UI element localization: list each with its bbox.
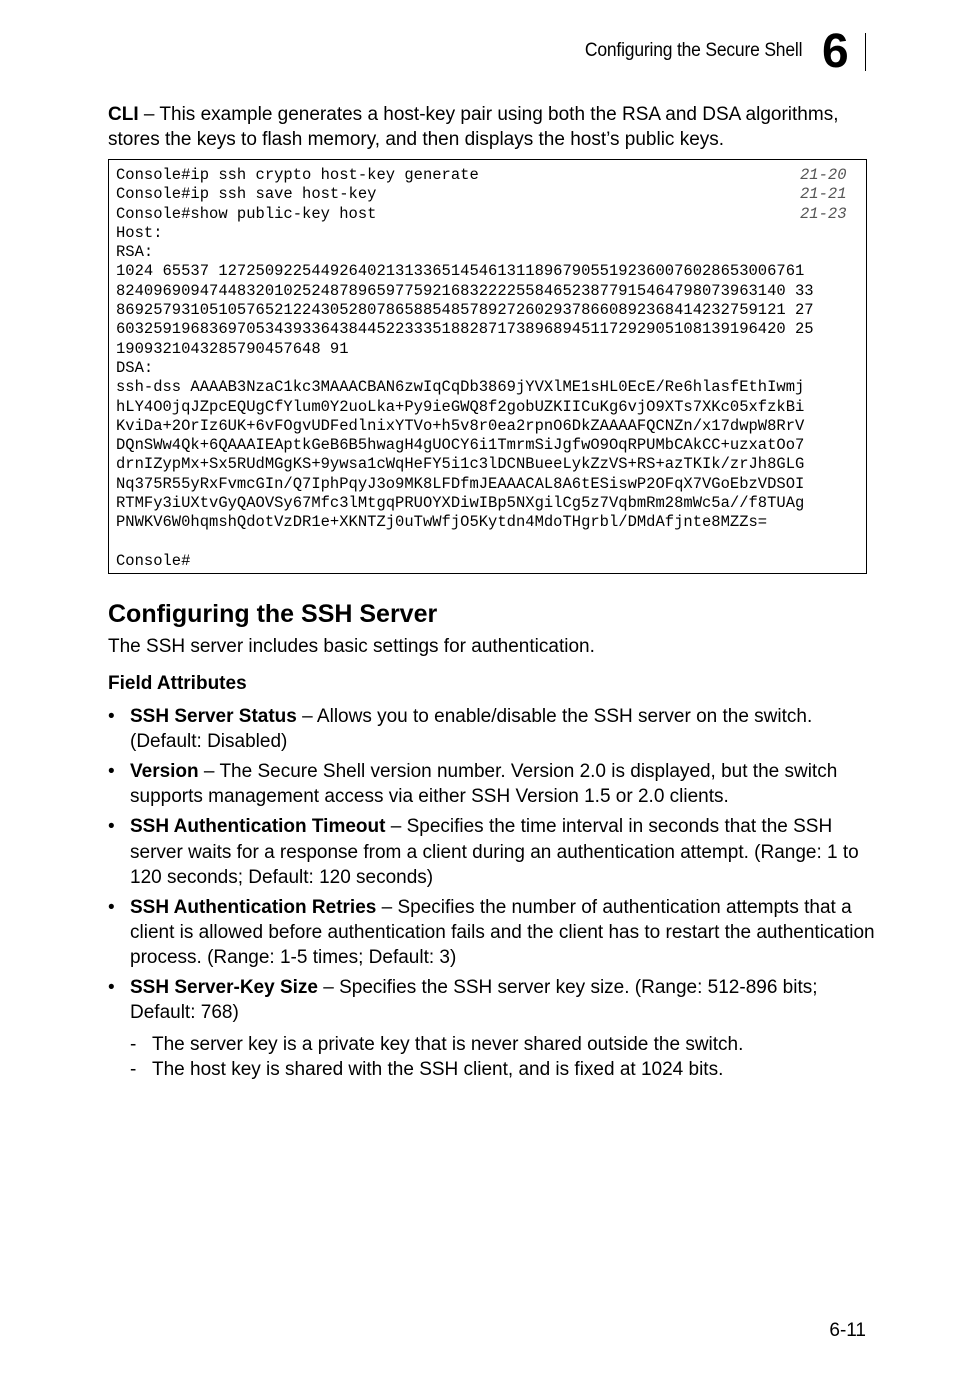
console-line bbox=[116, 475, 860, 494]
field-attribute-term: SSH Authentication Timeout bbox=[130, 816, 386, 838]
field-attribute-item bbox=[108, 975, 878, 1082]
field-attribute-description: – Specifies the SSH server key size. (Range: 512-896 bits; Default: 768) bbox=[130, 977, 818, 1024]
console-line-reference: 21-23 bbox=[800, 204, 847, 223]
console-line-reference: 21-20 bbox=[800, 166, 847, 184]
field-attribute-item bbox=[108, 759, 878, 809]
console-line-text: Console#show public-key host bbox=[116, 204, 377, 223]
console-line-text: 1024 65537 127250922544926402131336514546131189679055192360076028653006761 bbox=[116, 262, 805, 281]
server-key-note bbox=[130, 1032, 878, 1057]
console-line-text: PNWKV6W0hqmshQdotVzDR1e+XKNTZj0uTwWfjO5Kytdn4MdoTHgrbl/DMdAfjnte8MZZs= bbox=[116, 513, 768, 532]
console-example-box bbox=[108, 159, 867, 574]
section-intro: The SSH server includes basic settings for authentication. bbox=[108, 636, 595, 657]
console-line bbox=[116, 398, 860, 417]
console-line bbox=[116, 340, 860, 359]
field-attribute-item bbox=[108, 704, 878, 754]
console-line-text: 1909321043285790457648 91 bbox=[116, 339, 349, 358]
console-line bbox=[116, 455, 860, 474]
console-line bbox=[116, 224, 860, 243]
bullet-marker: • bbox=[108, 816, 115, 838]
console-line bbox=[116, 513, 860, 532]
bullet-marker: • bbox=[108, 896, 115, 918]
field-attribute-term: Version bbox=[130, 761, 199, 783]
bullet-marker: • bbox=[108, 706, 115, 727]
console-line bbox=[116, 320, 860, 339]
section-title: Configuring the SSH Server bbox=[108, 600, 438, 628]
field-attribute-description: – Specifies the number of authentication attempts that a client is allowed before authentication fails and the client has to restart the authentication process. (Range: 1-5 times; Default: 3) bbox=[130, 896, 875, 969]
field-attribute-item bbox=[108, 814, 878, 890]
dash-marker: - bbox=[130, 1058, 137, 1080]
chapter-number: 6 bbox=[822, 25, 849, 78]
header-title: Configuring the Secure Shell bbox=[584, 40, 802, 61]
console-line bbox=[116, 301, 860, 320]
console-line bbox=[116, 359, 860, 378]
console-line-text: Nq375R55yRxFvmcGIn/Q7IphPqyJ3o9MK8LFDfmJEAAACAL8A6tESiswP2OFqX7VGoEbzVDSOI bbox=[116, 474, 805, 493]
console-line-text: Console#ip ssh save host-key bbox=[116, 185, 377, 204]
console-line bbox=[116, 378, 860, 397]
console-line-text: DSA: bbox=[116, 358, 154, 377]
cli-intro-text: – This example generates a host-key pair using both the RSA and DSA algorithms, stores the keys to flash memory, and then displays the host’s public keys. bbox=[108, 104, 839, 150]
console-line bbox=[116, 494, 860, 513]
console-line bbox=[116, 262, 860, 281]
console-line-text: Host: bbox=[116, 223, 163, 242]
bullet-marker: • bbox=[108, 761, 115, 783]
console-line bbox=[116, 533, 860, 552]
console-line bbox=[116, 205, 860, 224]
console-line bbox=[116, 282, 860, 301]
page-number: 6-11 bbox=[829, 1320, 866, 1341]
cli-label: CLI bbox=[108, 104, 139, 125]
console-line-text: RSA: bbox=[116, 243, 154, 262]
console-line bbox=[116, 166, 860, 185]
console-line bbox=[116, 417, 860, 436]
console-line-text: 824096909474483201025248789659775921683222255846523877915464798073963140 33 bbox=[116, 281, 814, 300]
bullet-marker: • bbox=[108, 977, 115, 999]
field-attribute-term: SSH Authentication Retries bbox=[130, 896, 377, 918]
console-line bbox=[116, 552, 860, 571]
server-key-note-text: The host key is shared with the SSH client, and is fixed at 1024 bits. bbox=[152, 1058, 724, 1080]
console-line-text: Console#ip ssh crypto host-key generate bbox=[116, 166, 479, 184]
server-key-note-text: The server key is a private key that is never shared outside the switch. bbox=[152, 1033, 744, 1055]
console-line bbox=[116, 436, 860, 455]
field-attribute-description: – The Secure Shell version number. Version 2.0 is displayed, but the switch supports management access via either SSH Version 1.5 or 2.0 clients. bbox=[130, 761, 838, 808]
field-attribute-term: SSH Server Status bbox=[130, 706, 297, 727]
console-line bbox=[116, 243, 860, 262]
field-attribute-description: – Specifies the time interval in seconds that the SSH server waits for a response from a client during an authentication attempt. (Range: 1 to 120 seconds; Default: 120 seconds) bbox=[130, 816, 859, 888]
console-line bbox=[116, 185, 860, 204]
field-attribute-item bbox=[108, 895, 878, 971]
dash-marker: - bbox=[130, 1033, 137, 1055]
field-attribute-term: SSH Server-Key Size bbox=[130, 977, 318, 999]
field-attributes-list bbox=[108, 704, 878, 1087]
console-line-reference: 21-21 bbox=[800, 185, 847, 204]
field-attributes-heading: Field Attributes bbox=[108, 673, 247, 694]
console-line-text: 603259196836970534393364384452233351882871738968945117292905108139196420 25 bbox=[116, 320, 814, 339]
console-line-text: drnIZypMx+Sx5RUdMGgKS+9ywsa1cWqHeFY5i1c3lDCNBueeLykZzVS+RS+azTKIk/zrJh8GLG bbox=[116, 455, 805, 474]
server-key-note bbox=[130, 1057, 878, 1082]
console-line-text: DQnSWw4Qk+6QAAAIEAptkGeB6B5hwagH4gUOCY6i1TmrmSiJgfwO9OqRPUMbCAkCC+uzxatOo7 bbox=[116, 436, 805, 455]
console-line-text: hLY4O0jqJZpcEQUgCfYlum0Y2uoLka+Py9ieGWQ8f2gobUZKIICuKg6vjO9XTs7XKc05xfzkBi bbox=[116, 397, 805, 416]
console-line-text: 869257931051057652122430528078658854857892726029378660892368414232759121 27 bbox=[116, 301, 814, 320]
chapter-divider bbox=[865, 33, 866, 71]
server-key-notes bbox=[130, 1032, 878, 1082]
console-line-text: Console# bbox=[116, 551, 191, 570]
cli-intro-paragraph bbox=[108, 102, 878, 152]
console-line-text: ssh-dss AAAAB3NzaC1kc3MAAACBAN6zwIqCqDb3869jYVXlME1sHL0EcE/Re6hlasfEthIwmj bbox=[116, 378, 805, 397]
field-attribute-description: – Allows you to enable/disable the SSH server on the switch. (Default: Disabled) bbox=[130, 706, 813, 753]
console-line-text: KviDa+2OrIz6UK+6vFOgvUDFedlnixYTVo+h5v8r0ea2rpnO6DkZAAAAFQCNZn/x17dwpW8RrV bbox=[116, 416, 805, 435]
console-line-text: RTMFy3iUXtvGyQAOVSy67Mfc3lMtgqPRUOYXDiwIBp5NXgilCg5z7VqbmRm28mWc5a//f8TUAg bbox=[116, 494, 805, 513]
